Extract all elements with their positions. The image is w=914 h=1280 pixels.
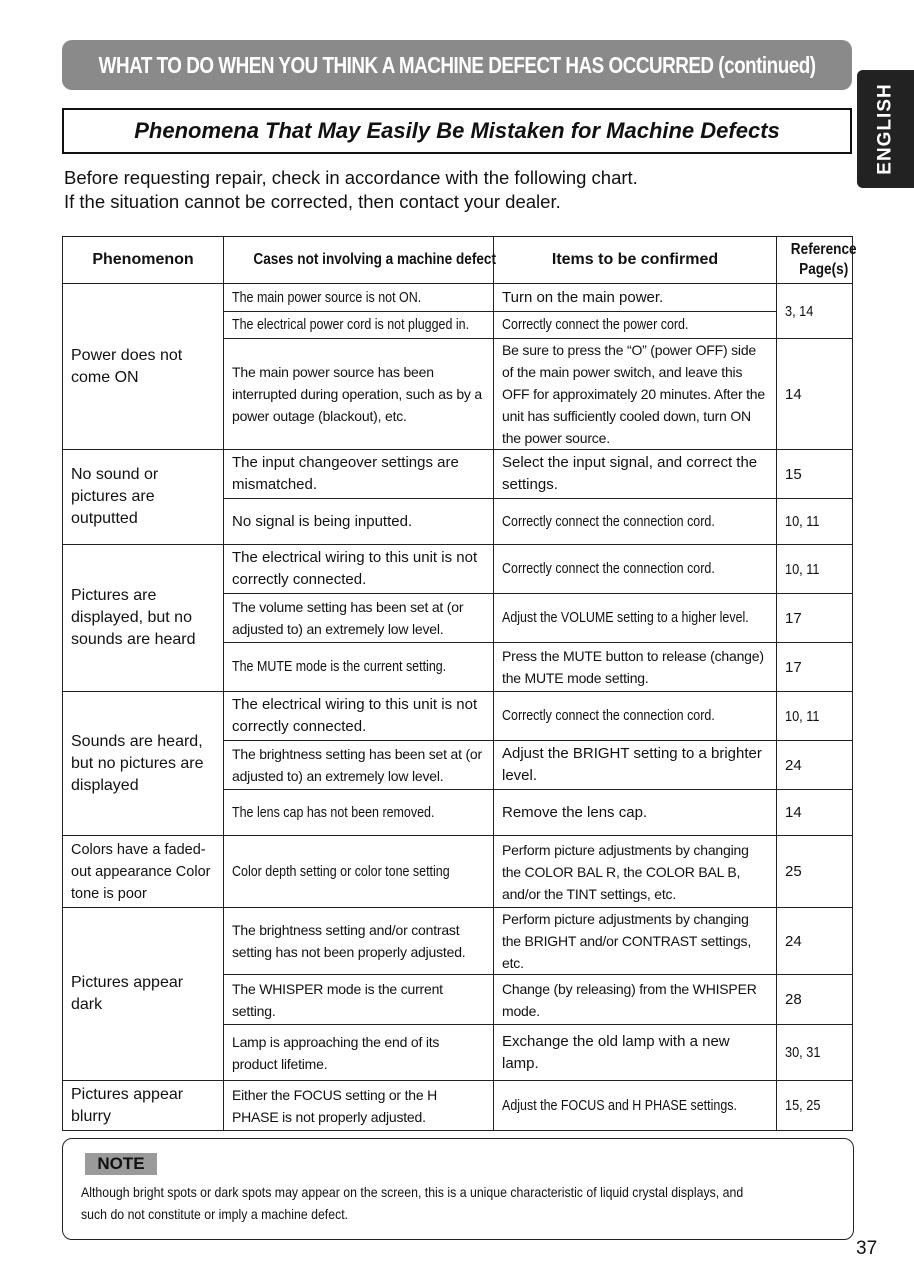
reference-cell: 28 [777, 975, 853, 1025]
item-text: Correctly connect the connection cord. [502, 708, 715, 724]
header-items: Items to be confirmed [494, 237, 777, 284]
item-text: Correctly connect the power cord. [502, 317, 689, 333]
intro-line-2: If the situation cannot be corrected, then contact your dealer. [64, 191, 561, 212]
item-text: Correctly connect the connection cord. [502, 561, 715, 577]
reference-cell: 25 [777, 836, 853, 908]
table-row [63, 908, 853, 975]
case-cell: The WHISPER mode is the current setting. [224, 975, 494, 1025]
header-phenomenon: Phenomenon [63, 237, 224, 284]
reference-cell: 14 [777, 790, 853, 836]
section-subtitle-box [62, 108, 852, 154]
phenomenon-cell: Pictures appear dark [63, 908, 224, 1081]
case-cell [224, 643, 494, 692]
reference-text: 10, 11 [785, 513, 820, 530]
table-row [63, 284, 853, 312]
item-cell: Perform picture adjustments by changing the COLOR BAL R, the COLOR BAL B, and/or the TINT settings, etc. [494, 836, 777, 908]
reference-cell [777, 692, 853, 741]
item-cell: Change (by releasing) from the WHISPER mode. [494, 975, 777, 1025]
header-cases-label: Cases not involving a machine defect [253, 251, 497, 268]
reference-cell: 17 [777, 594, 853, 643]
page-number: 37 [856, 1238, 878, 1259]
case-cell [224, 836, 494, 908]
reference-cell [777, 1081, 853, 1131]
reference-cell: 14 [777, 339, 853, 450]
case-cell: The brightness setting has been set at (or adjusted to) an extremely low level. [224, 741, 494, 790]
case-cell: The input changeover settings are mismatched. [224, 450, 494, 499]
reference-cell: 15 [777, 450, 853, 499]
case-cell [224, 790, 494, 836]
note-label: NOTE [85, 1153, 157, 1175]
table-row [63, 692, 853, 741]
case-cell [224, 312, 494, 339]
header-reference [777, 237, 857, 284]
troubleshooting-table [62, 236, 857, 1131]
item-cell: Press the MUTE button to release (change) the MUTE mode setting. [494, 643, 777, 692]
item-cell [494, 312, 777, 339]
reference-text: 3, 14 [785, 302, 814, 320]
case-text: The lens cap has not been removed. [232, 804, 435, 821]
case-text: The main power source is not ON. [232, 289, 422, 306]
page-header-bar [62, 40, 852, 90]
item-cell: Adjust the BRIGHT setting to a brighter level. [494, 741, 777, 790]
intro-line-1: Before requesting repair, check in accordance with the following chart. [64, 167, 638, 188]
reference-cell: 24 [777, 908, 853, 975]
section-subtitle: Phenomena That May Easily Be Mistaken for Machine Defects [134, 118, 780, 143]
language-tab [857, 70, 914, 188]
reference-cell [777, 1025, 853, 1081]
case-cell: The volume setting has been set at (or adjusted to) an extremely low level. [224, 594, 494, 643]
header-cases [224, 237, 497, 284]
item-cell [494, 1081, 777, 1131]
reference-cell [777, 499, 853, 545]
case-cell: The main power source has been interrupted during operation, such as by a power outage (blackout), etc. [224, 339, 494, 450]
reference-text: 10, 11 [785, 707, 820, 725]
item-cell [494, 594, 777, 643]
case-cell [224, 284, 494, 312]
item-text: Correctly connect the connection cord. [502, 513, 715, 530]
item-cell: Remove the lens cap. [494, 790, 777, 836]
phenomenon-cell: Pictures are displayed, but no sounds are heard [63, 545, 224, 692]
table-row [63, 1081, 853, 1131]
item-cell: Be sure to press the “O” (power OFF) side of the main power switch, and leave this OFF for approximately 20 minutes. After the unit has sufficiently cooled down, turn ON the power source. [494, 339, 777, 450]
case-cell: No signal is being inputted. [224, 499, 494, 545]
table-row [63, 545, 853, 594]
case-text: The electrical power cord is not plugged in. [232, 317, 470, 333]
item-cell [494, 499, 777, 545]
item-cell [494, 545, 777, 594]
note-body: Although bright spots or dark spots may appear on the screen, this is a unique characteristic of liquid crystal displays, and such do not constitute or imply a machine defect. [81, 1184, 744, 1222]
note-box [62, 1138, 854, 1240]
item-cell: Select the input signal, and correct the settings. [494, 450, 777, 499]
case-cell: The electrical wiring to this unit is not correctly connected. [224, 692, 494, 741]
phenomenon-cell: Sounds are heard, but no pictures are displayed [63, 692, 224, 836]
reference-cell [777, 284, 853, 339]
item-cell: Turn on the main power. [494, 284, 777, 312]
page-header-title: WHAT TO DO WHEN YOU THINK A MACHINE DEFECT HAS OCCURRED (continued) [98, 51, 816, 78]
case-cell: Either the FOCUS setting or the H PHASE is not properly adjusted. [224, 1081, 494, 1131]
reference-cell: 24 [777, 741, 853, 790]
reference-cell: 17 [777, 643, 853, 692]
phenomenon-cell: Pictures appear blurry [63, 1081, 224, 1131]
case-text: Color depth setting or color tone setting [232, 863, 450, 880]
reference-text: 15, 25 [785, 1097, 821, 1114]
item-cell: Perform picture adjustments by changing the BRIGHT and/or CONTRAST settings, etc. [494, 908, 777, 975]
item-text: Adjust the VOLUME setting to a higher level. [502, 610, 749, 626]
table-row [63, 450, 853, 499]
case-cell: The electrical wiring to this unit is not correctly connected. [224, 545, 494, 594]
item-text: Adjust the FOCUS and H PHASE settings. [502, 1097, 737, 1114]
table-row [63, 836, 853, 908]
language-tab-label: ENGLISH [874, 83, 896, 175]
phenomenon-cell: Colors have a faded-out appearance Color tone is poor [63, 836, 224, 908]
note-text [81, 1181, 841, 1225]
reference-text: 30, 31 [785, 1044, 821, 1061]
intro-text [64, 166, 844, 214]
item-cell: Exchange the old lamp with a new lamp. [494, 1025, 777, 1081]
table-header-row [63, 237, 853, 284]
phenomenon-cell: Power does not come ON [63, 284, 224, 450]
header-reference-label: Reference Page(s) [790, 241, 857, 278]
case-text: The MUTE mode is the current setting. [232, 659, 447, 675]
case-cell: The brightness setting and/or contrast setting has not been properly adjusted. [224, 908, 494, 975]
phenomenon-cell: No sound or pictures are outputted [63, 450, 224, 545]
case-cell: Lamp is approaching the end of its product lifetime. [224, 1025, 494, 1081]
reference-text: 10, 11 [785, 560, 820, 578]
item-cell [494, 692, 777, 741]
reference-cell [777, 545, 853, 594]
